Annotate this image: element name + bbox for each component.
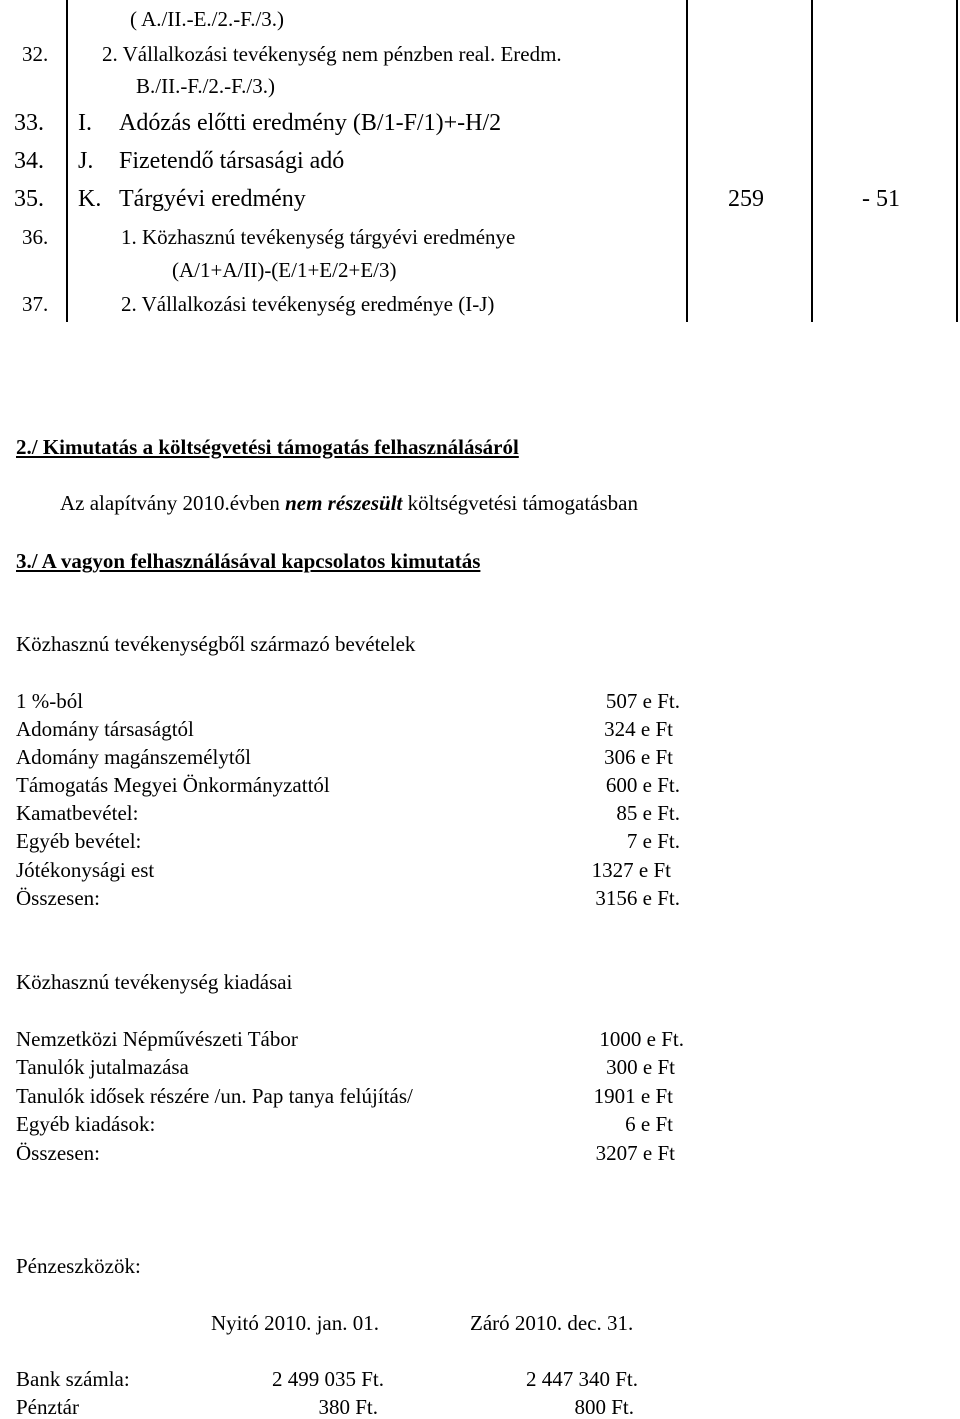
- section2-text-after: költségvetési támogatásban: [402, 491, 638, 515]
- income-value: 3156 e Ft.: [595, 886, 680, 910]
- section2-text-before: Az alapítvány 2010.évben: [60, 491, 286, 515]
- income-value: 85 e Ft.: [616, 801, 680, 825]
- row-number: 36.: [22, 225, 49, 249]
- income-value: 7 e Ft.: [626, 829, 680, 853]
- row-label: 1. Közhasznú tevékenység tárgyévi eredménye: [121, 225, 516, 249]
- row-value-1: 259: [728, 186, 764, 212]
- row-number: 35.: [14, 186, 44, 212]
- expense-value: 6 e Ft: [625, 1112, 673, 1136]
- table-rule-right: [956, 0, 958, 322]
- row-label: ( A./II.-E./2.-F./3.): [130, 7, 285, 31]
- income-heading: Közhasznú tevékenységből származó bevételek: [16, 632, 416, 656]
- row-number: 37.: [22, 292, 49, 316]
- row-label: (A/1+A/II)-(E/1+E/2+E/3): [172, 258, 397, 282]
- row-label: 2. Vállalkozási tevékenység nem pénzben real. Eredm.: [102, 42, 562, 66]
- expense-value: 1901 e Ft: [593, 1084, 673, 1108]
- row-number: 33.: [14, 110, 44, 136]
- expense-label: Nemzetközi Népművészeti Tábor: [16, 1027, 298, 1051]
- section2-text: [60, 493, 638, 514]
- cash-close-value: 800 Ft.: [574, 1395, 634, 1419]
- table-rule-mid2: [811, 0, 813, 322]
- row-prefix: J.: [78, 148, 94, 174]
- expense-label: Tanulók idősek részére /un. Pap tanya felújítás/: [16, 1084, 413, 1108]
- cash-label: Pénztár: [16, 1395, 79, 1419]
- income-label: Kamatbevétel:: [16, 801, 139, 825]
- row-number: 34.: [14, 148, 44, 174]
- row-value-2: - 51: [862, 186, 900, 212]
- expense-value: 1000 e Ft.: [599, 1027, 684, 1051]
- income-label: 1 %-ból: [16, 689, 84, 713]
- expense-value: 3207 e Ft: [595, 1141, 675, 1165]
- cash-open-value: 380 Ft.: [318, 1395, 378, 1419]
- income-value: 324 e Ft: [604, 717, 673, 741]
- income-value: 306 e Ft: [604, 745, 673, 769]
- cash-col-close-header: Záró 2010. dec. 31.: [470, 1311, 634, 1335]
- section2-title: 2./ Kimutatás a költségvetési támogatás felhasználásáról: [16, 435, 519, 459]
- row-label: Tárgyévi eredmény: [119, 186, 306, 212]
- row-prefix: I.: [78, 110, 92, 136]
- income-value: 600 e Ft.: [605, 773, 680, 797]
- row-label: 2. Vállalkozási tevékenység eredménye (I-J): [121, 292, 495, 316]
- row-label: Fizetendő társasági adó: [119, 148, 345, 174]
- cash-col-open-header: Nyitó 2010. jan. 01.: [211, 1311, 379, 1335]
- income-value: 1327 e Ft: [591, 858, 671, 882]
- income-label: Összesen:: [16, 886, 100, 910]
- table-rule-left: [66, 0, 68, 322]
- expense-label: Összesen:: [16, 1141, 100, 1165]
- cash-heading: Pénzeszközök:: [16, 1254, 141, 1278]
- row-prefix: K.: [78, 186, 102, 212]
- row-number: 32.: [22, 42, 49, 66]
- cash-open-value: 2 499 035 Ft.: [271, 1367, 384, 1391]
- income-label: Jótékonysági est: [16, 858, 155, 882]
- income-label: Egyéb bevétel:: [16, 829, 142, 853]
- table-rule-mid1: [686, 0, 688, 322]
- row-label: Adózás előtti eredmény (B/1-F/1)+-H/2: [119, 110, 502, 136]
- cash-close-value: 2 447 340 Ft.: [525, 1367, 638, 1391]
- expense-heading: Közhasznú tevékenység kiadásai: [16, 970, 293, 994]
- income-label: Támogatás Megyei Önkormányzattól: [16, 773, 330, 797]
- expense-label: Tanulók jutalmazása: [16, 1055, 189, 1079]
- section2-text-emphasis: nem részesült: [285, 491, 403, 515]
- section3-title: 3./ A vagyon felhasználásával kapcsolatos kimutatás: [16, 549, 481, 573]
- income-value: 507 e Ft.: [605, 689, 680, 713]
- expense-label: Egyéb kiadások:: [16, 1112, 156, 1136]
- cash-label: Bank számla:: [16, 1367, 130, 1391]
- income-label: Adomány magánszemélytől: [16, 745, 252, 769]
- expense-value: 300 e Ft: [606, 1055, 675, 1079]
- income-label: Adomány társaságtól: [16, 717, 194, 741]
- row-label: B./II.-F./2.-F./3.): [136, 74, 275, 98]
